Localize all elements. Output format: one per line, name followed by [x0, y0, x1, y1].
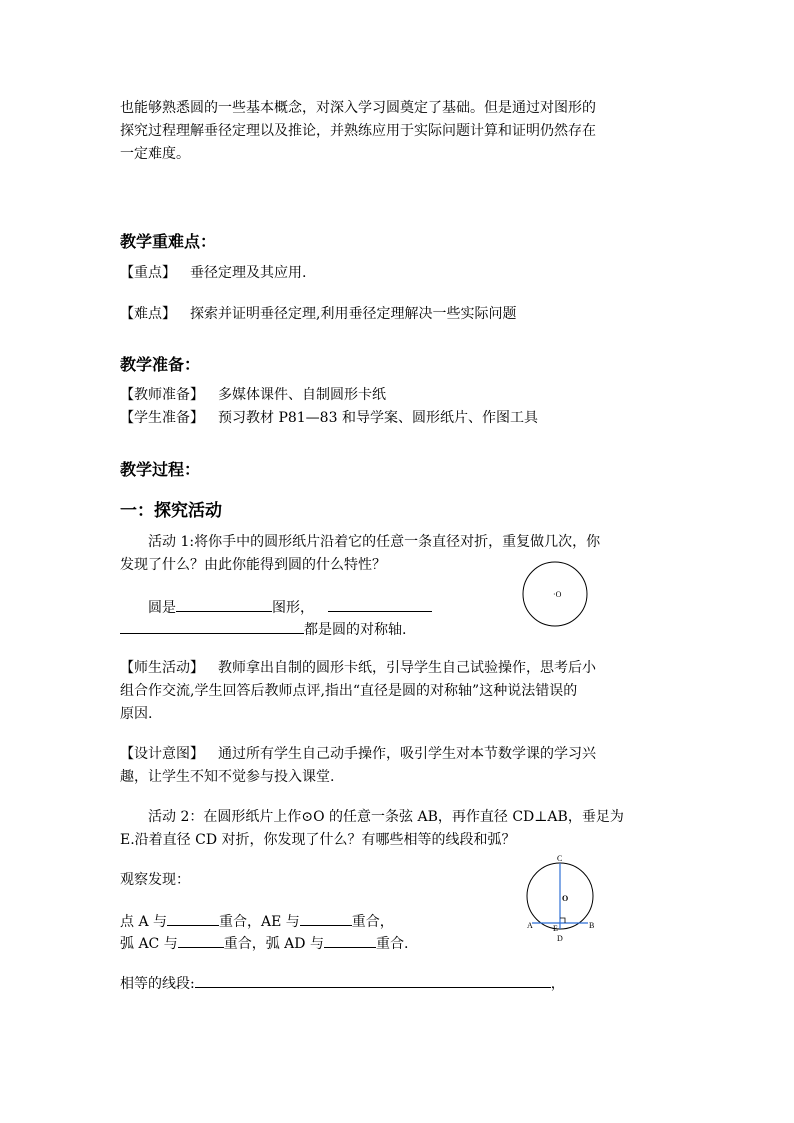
prep-heading: 教学准备：: [120, 355, 201, 374]
blank-equal-segments[interactable]: [195, 972, 551, 988]
circle-center-label: ·O: [553, 590, 562, 599]
label-c: C: [557, 854, 563, 863]
row2-arc-ad: 重合，弧 AD 与: [223, 936, 324, 952]
student-prep-text: 预习教材 P81—83 和导学案、圆形纸片、作图工具: [218, 410, 538, 426]
activity1-fill-row-2: [120, 618, 406, 642]
observe-row-2: [120, 932, 408, 956]
label-b: B: [589, 921, 595, 930]
difficulty-tag: 【难点】: [120, 306, 176, 322]
blank-axis-part-2[interactable]: [120, 618, 304, 634]
design-tag: 【设计意图】: [120, 746, 204, 762]
label-d: D: [557, 934, 563, 943]
row2-arc-ac: 弧 AC 与: [120, 936, 178, 952]
student-prep-row: [120, 407, 538, 430]
equal-segments-row: [120, 972, 565, 996]
process-heading: 教学过程：: [120, 460, 201, 479]
observe-label: 观察发现：: [120, 872, 190, 888]
student-prep-tag: 【学生准备】: [120, 410, 204, 426]
blank-point-a[interactable]: [167, 910, 219, 926]
teacher-student-text-1: 教师拿出自制的圆形卡纸，引导学生自己试验操作，思考后小: [218, 660, 596, 676]
right-angle-mark: [560, 918, 565, 923]
row1-ae: 重合，AE 与: [219, 914, 300, 930]
teacher-prep-text: 多媒体课件、自制圆形卡纸: [218, 387, 386, 403]
section-1-heading: 一：探究活动: [120, 501, 222, 521]
intro-line-3: 一定难度。: [120, 146, 190, 162]
activity2-line-1: 活动 2：在圆形纸片上作⊙O 的任意一条弦 AB，再作直径 CD⊥AB，垂足为: [148, 809, 624, 825]
blank-arc-ad[interactable]: [324, 932, 376, 948]
key-tag: 【重点】: [120, 265, 176, 281]
teacher-student-tag: 【师生活动】: [120, 660, 204, 676]
label-o: O: [562, 894, 569, 903]
fill-label-axes: 都是圆的对称轴.: [304, 622, 407, 638]
key-text: 垂径定理及其应用.: [190, 265, 307, 281]
blank-symmetry-type[interactable]: [176, 596, 272, 612]
intro-line-2: 探究过程理解垂径定理以及推论，并熟练应用于实际问题计算和证明仍然存在: [120, 123, 596, 139]
blank-axis-part-1[interactable]: [328, 596, 432, 612]
design-line-2: 趣，让学生不知不觉参与投入课堂.: [120, 769, 335, 785]
teacher-prep-row: [120, 384, 386, 407]
observe-row-1: [120, 910, 394, 934]
intro-line-1: 也能够熟悉圆的一些基本概念，对深入学习圆奠定了基础。但是通过对图形的: [120, 100, 596, 116]
blank-arc-ac[interactable]: [178, 932, 224, 948]
difficulty-row: [120, 303, 516, 326]
row1-end: 重合，: [351, 914, 394, 930]
circle-figure-1: [520, 560, 592, 628]
activity1-fill-row-1: [148, 596, 432, 620]
design-text-1: 通过所有学生自己动手操作，吸引学生对本节数学课的学习兴: [218, 746, 596, 762]
activity1-line-2: 发现了什么？由此你能得到圆的什么特性？: [120, 557, 386, 573]
fill-label-figure: 图形，: [272, 600, 314, 616]
design-line-1: [120, 743, 596, 766]
label-a: A: [527, 921, 533, 930]
teacher-student-line-2: 组合作交流,学生回答后教师点评,指出“直径是圆的对称轴”这种说法错误的: [120, 683, 578, 699]
key-point-row: [120, 262, 306, 285]
activity2-line-2: E.沿着直径 CD 对折，你发现了什么？有哪些相等的线段和弧？: [120, 832, 516, 848]
fill-label-circle-is: 圆是: [148, 600, 176, 616]
equal-segments-label: 相等的线段:: [120, 976, 195, 992]
row1-point-a: 点 A 与: [120, 914, 168, 930]
blank-ae[interactable]: [300, 910, 352, 926]
activity1-line-1: 活动 1:将你手中的圆形纸片沿着它的任意一条直径对折，重复做几次，你: [148, 534, 601, 550]
keypoints-heading: 教学重难点：: [120, 232, 217, 251]
label-e: E: [553, 924, 558, 933]
difficulty-text: 探索并证明垂径定理,利用垂径定理解决一些实际问题: [190, 306, 517, 322]
teacher-prep-tag: 【教师准备】: [120, 387, 204, 403]
teacher-student-line-1: [120, 657, 596, 680]
circle-figure-2: [522, 852, 598, 946]
row2-end: 重合.: [375, 936, 409, 952]
equal-segments-comma: ，: [550, 976, 565, 992]
teacher-student-line-3: 原因.: [120, 706, 153, 722]
